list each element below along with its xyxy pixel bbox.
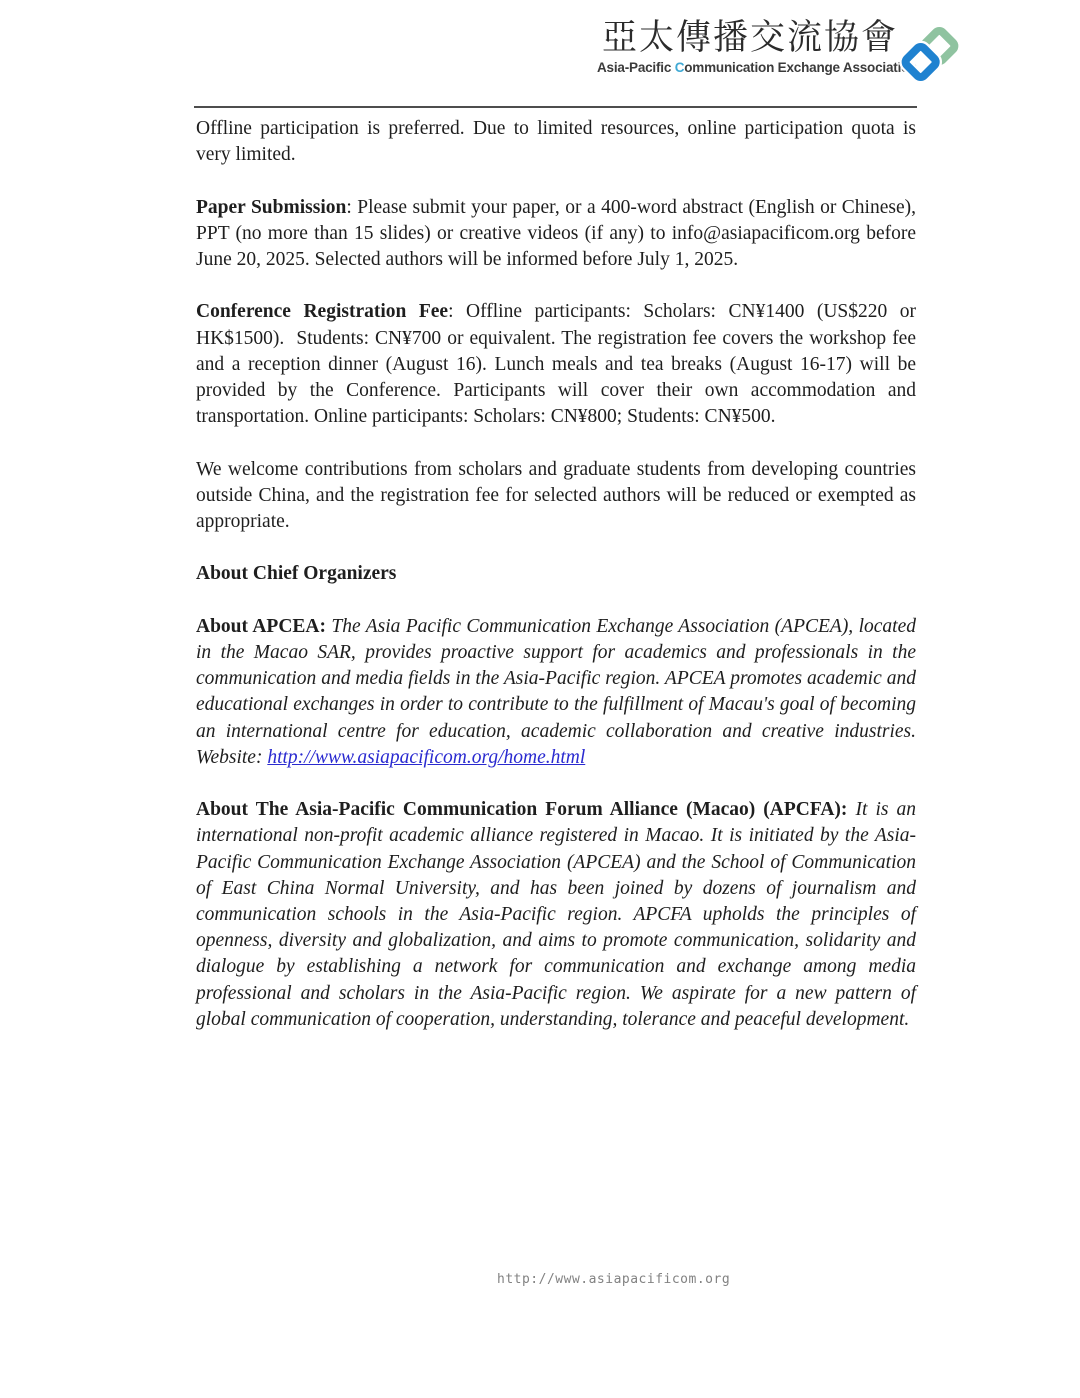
paragraph-paper-submission [196,195,916,274]
tagline-text: Asia-Pacific [597,60,675,75]
paragraph-about-apcfa [196,797,916,1033]
apcea-logo-icon [897,22,963,86]
apcea-website-link[interactable]: http://www.asiapacificom.org/home.html [267,746,586,768]
about-apcfa-label: About The Asia-Pacific Communication Forum Alliance (Macao) (APCFA): [196,799,848,821]
paragraph-welcome-contributions [196,457,916,536]
heading-about-chief-organizers [196,561,916,587]
paragraph-offline-participation [196,116,916,168]
logo-english-tagline [597,60,918,75]
about-apcea-text: The Asia Pacific Communication Exchange Association (APCEA), located in the Macao SAR, provides proactive support for academics and professionals in the communication and media fields in the Asia-Pacific region. APCEA promotes academic and educational exchanges in order to contribute to the fulfillment of Macau's goal of becoming an international centre for education, academic collaboration and creative industries. Website: [196,615,916,768]
logo-text-block [597,18,918,75]
document-body [196,116,916,1059]
paragraph-text: We welcome contributions from scholars and graduate students from developing countries outside China, and the registration fee for selected authors will be reduced or exempted as appropriate. [196,458,916,532]
paragraph-registration-fee [196,299,916,430]
tagline-text-rest: ommunication Exchange Association [684,60,918,75]
paragraph-about-apcea [196,614,916,771]
registration-fee-label: Conference Registration Fee [196,301,449,323]
heading-text: About Chief Organizers [196,563,397,585]
registration-fee-text: : Offline participants: Scholars: CN¥1400 (US$220 or HK$1500). Students: CN¥700 or equivalent. The registration fee covers the workshop fee and a reception dinner (August 16). Lunch meals and tea breaks (August 16-17) will be provided by the Conference. Participants will cover their own accommodation and transportation. Online participants: Scholars: CN¥800; Students: CN¥500. [196,301,917,428]
about-apcfa-text: It is an international non-profit academic alliance registered in Macao. It is initiated by the Asia-Pacific Communication Exchange Association (APCEA) and the School of Communication of East China Normal University, and has been joined by dozens of journalism and communication schools in the Asia-Pacific region. APCFA upholds the principles of openness, diversity and globalization, and aims to promote communication, solidarity and dialogue by establishing a network for communication and exchange among media professional and scholars in the Asia-Pacific region. We aspirate for a new pattern of global communication of cooperation, understanding, tolerance and peaceful development. [196,799,916,1030]
about-apcea-label: About APCEA: [196,615,326,637]
tagline-accent-letter: C [674,60,685,75]
paper-submission-text: : Please submit your paper, or a 400-word abstract (English or Chinese), PPT (no more than 15 slides) or creative videos (if any) to info@asiapacificom.org before June 20, 2025. Selected authors will be informed before July 1, 2025. [196,196,916,270]
footer-url: http://www.asiapacificom.org [497,1272,731,1287]
paper-submission-label: Paper Submission [196,196,347,218]
paragraph-text: Offline participation is preferred. Due to limited resources, online participation quota is very limited. [196,118,916,166]
header-divider [194,106,917,108]
logo-chinese-title: 亞太傳播交流協會 [601,18,898,58]
